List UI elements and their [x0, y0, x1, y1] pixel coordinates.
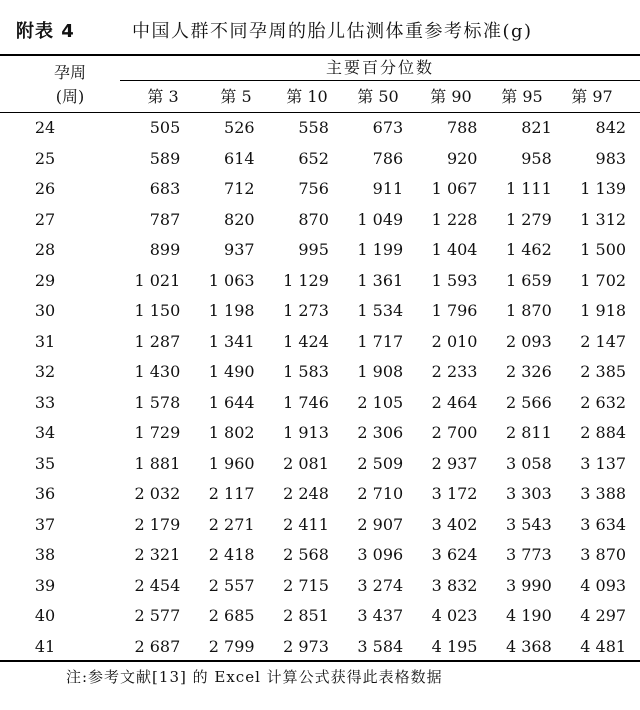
week-cell: 35: [34, 453, 56, 473]
weight-cell: 4 093: [580, 575, 627, 595]
bottom-rule: [0, 660, 640, 662]
weight-cell: 995: [298, 240, 329, 259]
weight-cell: 911: [372, 179, 404, 198]
weight-cell: 1 960: [208, 453, 255, 473]
weight-cell: 1 870: [505, 301, 552, 320]
weight-cell: 1 021: [134, 270, 181, 290]
weight-cell: 2 687: [134, 636, 181, 656]
weight-cell: 1 644: [208, 392, 255, 412]
table-row: [0, 327, 640, 358]
weight-cell: 2 715: [283, 575, 329, 595]
weight-cell: 2 454: [134, 575, 181, 595]
table-row: [0, 632, 640, 663]
weight-cell: 1 583: [283, 362, 329, 381]
week-cell: 40: [34, 606, 56, 625]
weight-cell: 1 430: [134, 362, 181, 381]
week-cell: 36: [34, 484, 56, 503]
weight-cell: 2 326: [505, 362, 552, 381]
weight-cell: 2 973: [283, 636, 329, 656]
weight-cell: 2 271: [208, 514, 255, 534]
weight-cell: 2 557: [208, 575, 255, 595]
week-cell: 38: [34, 545, 56, 564]
weight-cell: 4 368: [505, 636, 552, 656]
week-cell: 30: [34, 301, 56, 320]
weight-cell: 3 634: [580, 514, 627, 534]
weight-cell: 1 063: [208, 270, 255, 290]
weight-cell: 788: [446, 118, 478, 137]
weight-cell: 787: [149, 209, 181, 229]
col-header-p50: 第 50: [357, 87, 399, 106]
weight-cell: 1 913: [283, 423, 329, 442]
week-cell: 37: [34, 514, 56, 534]
week-cell: 27: [34, 209, 56, 229]
weight-cell: 712: [224, 179, 255, 198]
weight-cell: 3 624: [431, 545, 478, 564]
weight-cell: 1 918: [580, 301, 627, 320]
weight-cell: 786: [372, 148, 404, 168]
weight-cell: 1 424: [283, 331, 329, 351]
weight-cell: 2 464: [431, 392, 478, 412]
weight-cell: 1 404: [431, 240, 478, 259]
weight-cell: 2 010: [431, 331, 478, 351]
weight-cell: 1 659: [505, 270, 552, 290]
weight-cell: 756: [298, 179, 329, 198]
weight-cell: 1 729: [134, 423, 181, 442]
weight-cell: 1 796: [431, 301, 478, 320]
weight-cell: 2 117: [208, 484, 255, 503]
group-header-rule: [120, 80, 640, 81]
table-row: [0, 540, 640, 571]
weight-cell: 3 402: [431, 514, 478, 534]
weight-cell: 3 870: [580, 545, 627, 564]
week-cell: 41: [34, 636, 56, 656]
weight-cell: 3 058: [505, 453, 552, 473]
weight-cell: 1 198: [208, 301, 255, 320]
weight-cell: 1 462: [505, 240, 552, 259]
weight-cell: 2 509: [357, 453, 404, 473]
weight-cell: 1 279: [505, 209, 552, 229]
weight-cell: 3 832: [431, 575, 478, 595]
weight-cell: 2 032: [134, 484, 181, 503]
table-row: [0, 174, 640, 205]
week-cell: 34: [34, 423, 56, 442]
table-body: [0, 113, 640, 662]
weight-cell: 958: [521, 148, 552, 168]
table-row: [0, 449, 640, 480]
weight-cell: 1 361: [357, 270, 404, 290]
weight-cell: 1 881: [134, 453, 181, 473]
weight-cell: 1 228: [431, 209, 478, 229]
week-cell: 31: [34, 331, 56, 351]
table-row: [0, 235, 640, 266]
col-header-p95: 第 95: [501, 87, 543, 106]
col-header-p97: 第 97: [571, 87, 613, 106]
weight-cell: 4 195: [431, 636, 478, 656]
weight-cell: 3 990: [505, 575, 552, 595]
weight-cell: 558: [298, 118, 329, 137]
table-row: [0, 296, 640, 327]
table-row: [0, 418, 640, 449]
table-footnote: 注:参考文献[13] 的 Excel 计算公式获得此表格数据: [66, 668, 443, 686]
weight-cell: 4 190: [505, 606, 552, 625]
weight-cell: 2 710: [357, 484, 404, 503]
weight-cell: 4 481: [580, 636, 627, 656]
percentile-group-header: 主要百分位数: [325, 58, 434, 77]
weight-cell: 2 411: [283, 514, 329, 534]
weight-cell: 2 248: [283, 484, 329, 503]
week-cell: 33: [34, 392, 56, 412]
weight-cell: 2 799: [208, 636, 255, 656]
weight-cell: 2 632: [580, 392, 627, 412]
weight-cell: 1 746: [283, 392, 329, 412]
weight-cell: 2 884: [580, 423, 627, 442]
weight-cell: 652: [298, 148, 329, 168]
weight-cell: 3 584: [357, 636, 404, 656]
table-caption: [0, 0, 640, 54]
weight-cell: 1 578: [134, 392, 181, 412]
weight-cell: 3 388: [580, 484, 627, 503]
weight-cell: 2 568: [283, 545, 329, 564]
weight-cell: 1 341: [208, 331, 255, 351]
weight-cell: 820: [224, 209, 255, 229]
weight-cell: 1 908: [357, 362, 404, 381]
weight-cell: 4 297: [580, 606, 627, 625]
weight-cell: 2 179: [134, 514, 181, 534]
weight-cell: 2 306: [357, 423, 404, 442]
weight-cell: 899: [149, 240, 181, 259]
weight-cell: 3 303: [505, 484, 552, 503]
weight-cell: 2 321: [134, 545, 181, 564]
weight-cell: 1 802: [208, 423, 255, 442]
weight-cell: 2 147: [580, 331, 627, 351]
col-header-p3: 第 3: [147, 87, 179, 106]
weight-cell: 614: [224, 148, 255, 168]
weight-cell: 3 172: [431, 484, 478, 503]
weight-cell: 821: [521, 118, 552, 137]
weight-cell: 842: [595, 118, 627, 137]
weight-cell: 920: [446, 148, 478, 168]
weight-cell: 2 093: [505, 331, 552, 351]
table-row: [0, 571, 640, 602]
weight-cell: 2 811: [505, 423, 552, 442]
weight-cell: 589: [149, 148, 181, 168]
weight-cell: 1 717: [357, 331, 404, 351]
table-row: [0, 601, 640, 632]
weight-cell: 683: [149, 179, 181, 198]
weight-cell: 3 096: [357, 545, 404, 564]
table-row: [0, 205, 640, 236]
weight-cell: 983: [595, 148, 627, 168]
weight-cell: 1 111: [505, 179, 552, 198]
weight-cell: 2 105: [357, 392, 404, 412]
weight-cell: 3 137: [580, 453, 627, 473]
weight-cell: 505: [149, 118, 181, 137]
col-header-p10: 第 10: [286, 87, 328, 106]
table-row: [0, 510, 640, 541]
weight-cell: 2 577: [134, 606, 181, 625]
weight-cell: 3 437: [357, 606, 404, 625]
weight-cell: 1 312: [580, 209, 627, 229]
week-cell: 26: [34, 179, 56, 198]
weight-cell: 3 773: [505, 545, 552, 564]
weight-cell: 2 233: [431, 362, 478, 381]
weight-cell: 1 593: [431, 270, 478, 290]
weight-cell: 526: [224, 118, 255, 137]
table-number: 附表 4: [16, 21, 75, 42]
weight-cell: 1 049: [357, 209, 404, 229]
weight-cell: 1 534: [357, 301, 404, 320]
weight-cell: 2 937: [431, 453, 478, 473]
week-cell: 39: [34, 575, 56, 595]
weight-cell: 2 081: [283, 453, 329, 473]
table-row: [0, 357, 640, 388]
weight-cell: 2 685: [208, 606, 255, 625]
table-row: [0, 388, 640, 419]
weight-cell: 1 273: [283, 301, 329, 320]
weight-cell: 937: [224, 240, 255, 259]
weight-cell: 1 702: [580, 270, 627, 290]
week-cell: 32: [34, 362, 56, 381]
weight-cell: 3 543: [505, 514, 552, 534]
col-header-p90: 第 90: [430, 87, 472, 106]
weight-cell: 1 500: [580, 240, 627, 259]
week-cell: 25: [34, 148, 56, 168]
table-row: [0, 144, 640, 175]
week-cell: 28: [34, 240, 56, 259]
weight-cell: 2 566: [505, 392, 552, 412]
table-row: [0, 479, 640, 510]
weight-cell: 1 139: [580, 179, 627, 198]
col-header-p5: 第 5: [220, 87, 252, 106]
weight-cell: 673: [372, 118, 404, 137]
weight-cell: 2 851: [283, 606, 329, 625]
data-table: [0, 113, 640, 662]
weight-cell: 2 700: [431, 423, 478, 442]
weight-cell: 1 199: [357, 240, 404, 259]
weight-cell: 2 385: [580, 362, 627, 381]
weight-cell: 870: [298, 209, 329, 229]
week-header-label: 孕周: [53, 63, 86, 82]
table-title: 中国人群不同孕周的胎儿估测体重参考标准(g): [132, 21, 533, 42]
table-row: [0, 113, 640, 144]
weight-cell: 2 418: [208, 545, 255, 564]
weight-cell: 1 490: [208, 362, 255, 381]
weight-cell: 1 150: [134, 301, 181, 320]
weight-cell: 4 023: [431, 606, 478, 625]
weight-cell: 1 067: [431, 179, 478, 198]
week-cell: 24: [34, 118, 56, 137]
week-header-unit: (周): [55, 87, 85, 106]
weight-cell: 1 287: [134, 331, 181, 351]
table-row: [0, 266, 640, 297]
weight-cell: 1 129: [283, 270, 329, 290]
weight-cell: 3 274: [357, 575, 404, 595]
week-cell: 29: [34, 270, 56, 290]
weight-cell: 2 907: [357, 514, 404, 534]
percentile-column-headers: [0, 85, 640, 109]
